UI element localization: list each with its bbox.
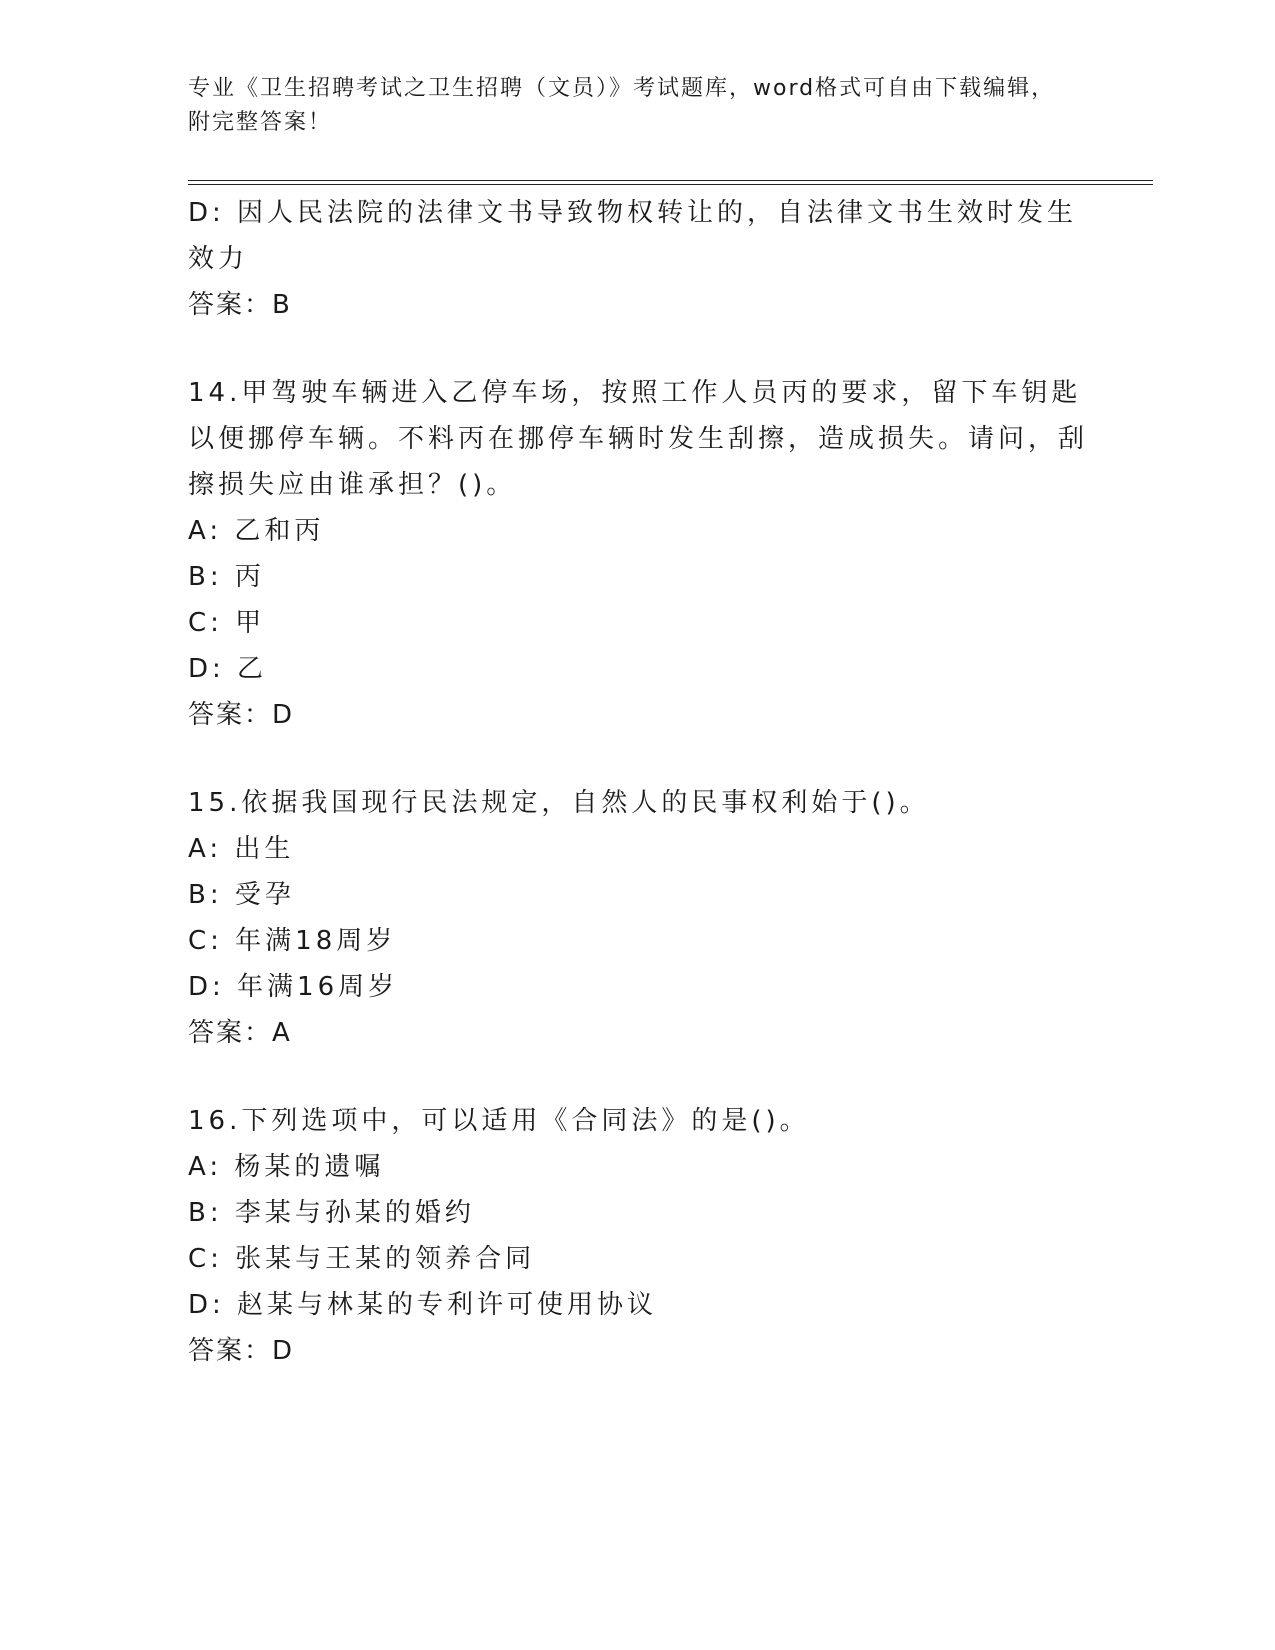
- answer: 答案：D: [188, 700, 295, 730]
- question-14: [188, 370, 1088, 738]
- header-text: 专业《卫生招聘考试之卫生招聘（文员）》考试题库，word格式可自由下载编辑，附完整答案！: [188, 76, 1056, 135]
- question-15: [188, 780, 1088, 1056]
- previous-option-d: D: 因人民法院的法律文书导致物权转让的，自法律文书生效时发生效力: [188, 198, 1078, 274]
- question-stem: 16.下列选项中，可以适用《合同法》的是()。: [188, 1106, 810, 1136]
- option-c: C: 张某与王某的领养合同: [188, 1244, 536, 1274]
- option-a: A: 杨某的遗嘱: [188, 1152, 385, 1182]
- previous-answer: 答案：B: [188, 290, 292, 320]
- answer: 答案：A: [188, 1018, 292, 1048]
- option-c: C: 年满18周岁: [188, 926, 397, 956]
- option-c: C: 甲: [188, 608, 266, 638]
- answer: 答案：D: [188, 1336, 295, 1366]
- option-d: D: 乙: [188, 654, 268, 684]
- option-a: A: 乙和丙: [188, 516, 325, 546]
- header-divider-bottom: [188, 184, 1153, 185]
- option-b: B: 丙: [188, 562, 265, 592]
- option-b: B: 受孕: [188, 880, 295, 910]
- option-a: A: 出生: [188, 834, 295, 864]
- option-d: D: 年满16周岁: [188, 972, 399, 1002]
- document-header: [188, 72, 1068, 140]
- question-stem: 14.甲驾驶车辆进入乙停车场，按照工作人员丙的要求，留下车钥匙以便挪停车辆。不料丙在挪停车辆时发生刮擦，造成损失。请问，刮擦损失应由谁承担？()。: [188, 378, 1089, 500]
- question-stem: 15.依据我国现行民法规定，自然人的民事权利始于()。: [188, 788, 930, 818]
- question-content: [188, 190, 1088, 1374]
- header-divider-top: [188, 180, 1153, 181]
- question-16: [188, 1098, 1088, 1374]
- option-d: D: 赵某与林某的专利许可使用协议: [188, 1290, 658, 1320]
- option-b: B: 李某与孙某的婚约: [188, 1198, 475, 1228]
